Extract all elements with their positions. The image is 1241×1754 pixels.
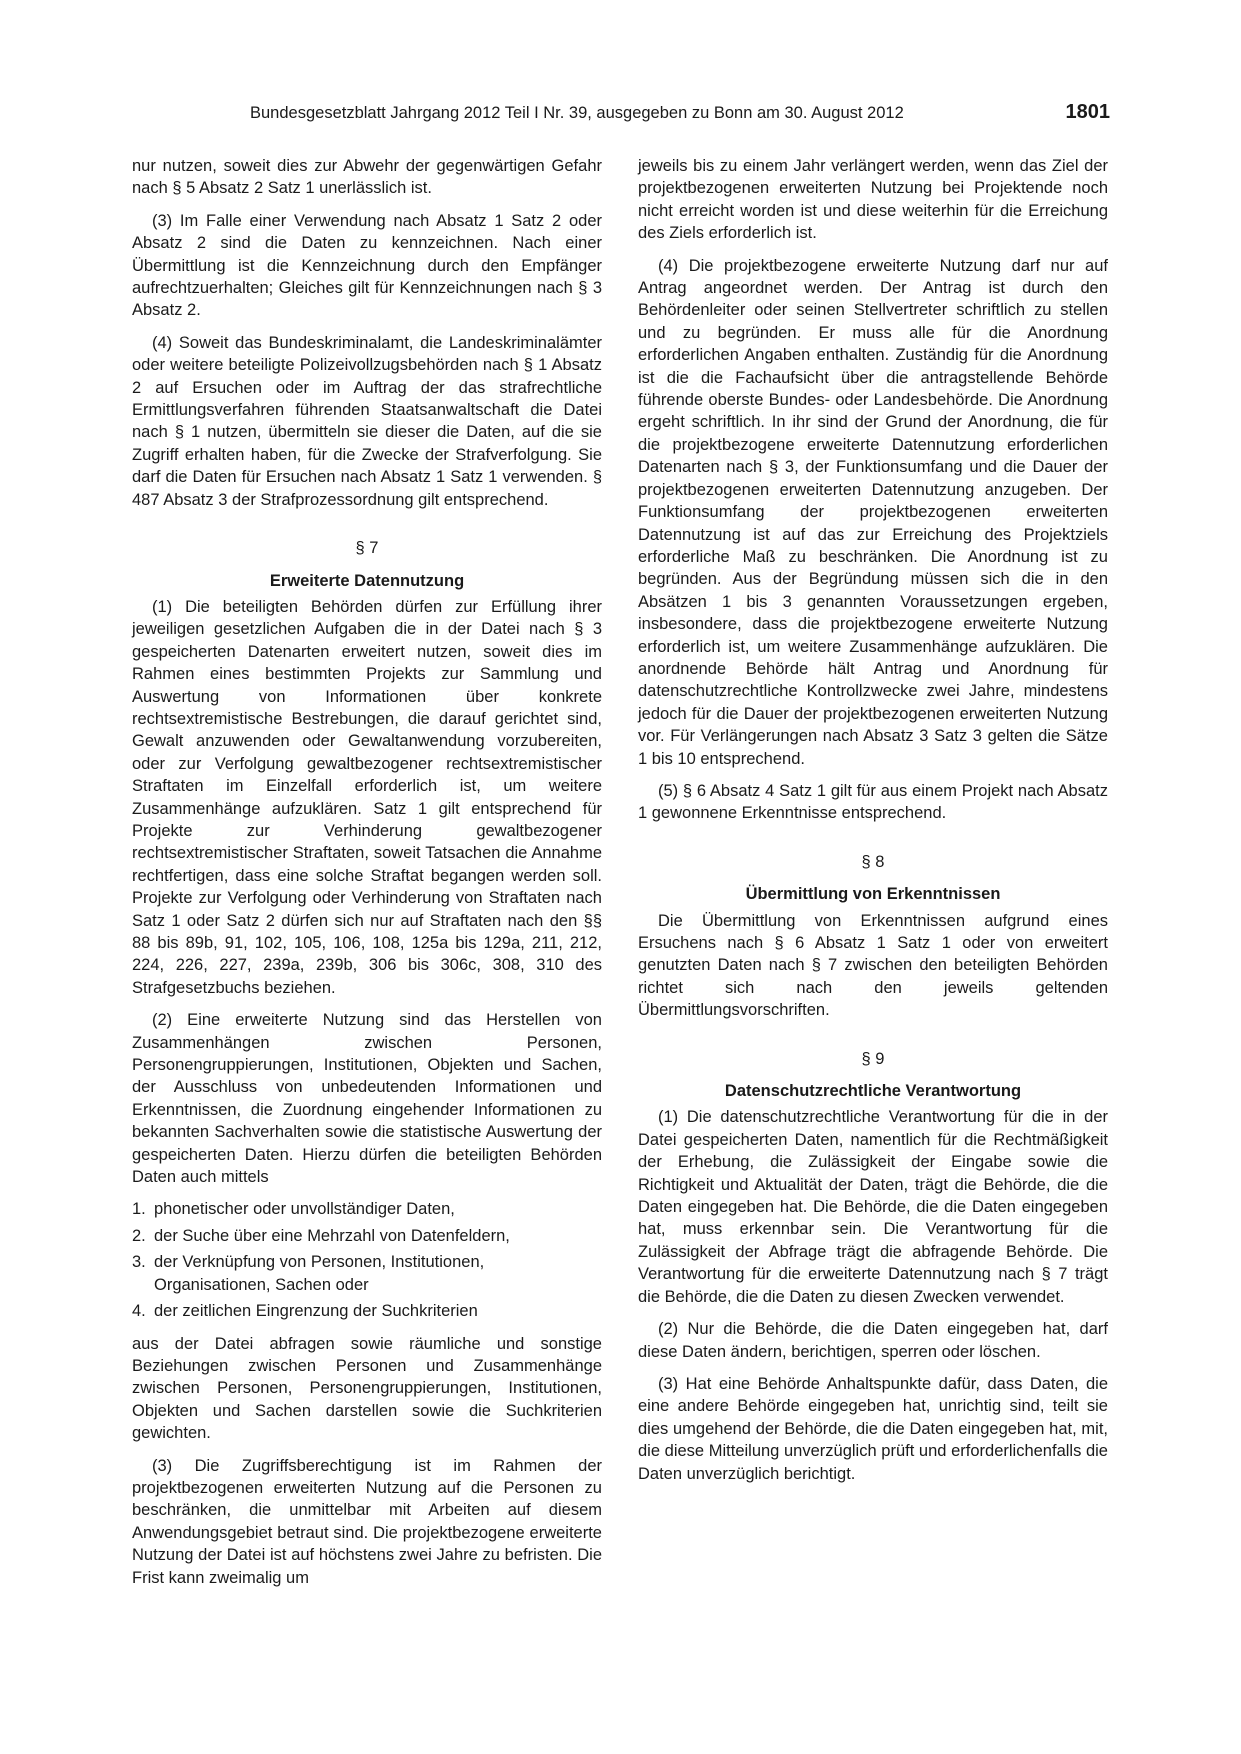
paragraph-s6-3: (3) Im Falle einer Verwendung nach Absatz 1 Satz 2 oder Absatz 2 sind die Daten zu kennzeichnen. Nach einer Übermittlung ist die Kennzeichnung durch den Empfänger aufrechtzuerhalten; Gleiches gilt für Kennzeichnungen nach § 3 Absatz 2. xyxy=(132,211,602,320)
paragraph-s9-2: (2) Nur die Behörde, die die Daten eingegeben hat, darf diese Daten ändern, berichtigen, sperren oder löschen. xyxy=(638,1320,1108,1361)
list-item-text: der zeitlichen Eingrenzung der Suchkriterien xyxy=(154,1302,478,1321)
section-number-7: § 7 xyxy=(355,539,379,558)
paragraph-s7-5: (5) § 6 Absatz 4 Satz 1 gilt für aus einem Projekt nach Absatz 1 gewonnene Erkenntnisse entsprechend. xyxy=(638,781,1108,823)
list-item-number: 4. xyxy=(132,1302,146,1321)
section-title-7: Erweiterte Datennutzung xyxy=(269,571,465,590)
section-title-8: Übermittlung von Erkenntnissen xyxy=(745,885,1001,904)
left-column xyxy=(132,155,602,1599)
section-number-8: § 8 xyxy=(861,852,885,871)
section-title-9: Datenschutzrechtliche Verantwortung xyxy=(724,1082,1022,1101)
paragraph-s8: Die Übermittlung von Erkenntnissen aufgrund eines Ersuchens nach § 6 Absatz 1 Satz 1 oder von erweitert genutzten Daten nach § 7 zwischen den beteiligten Behörden richtet sich nach den jeweils geltenden Übermittlungsvorschriften. xyxy=(638,911,1108,1020)
paragraph-s9-3: (3) Hat eine Behörde Anhaltspunkte dafür, dass Daten, die eine andere Behörde eingegeben hat, unrichtig sind, teilt sie dies umgehend der Behörde, die die Daten eingegeben hat, mit, die diese Mitteilung unverzüglich prüft und erforderlichenfalls die Daten unverzüglich berichtigt. xyxy=(638,1374,1108,1483)
paragraph-s7-4: (4) Die projektbezogene erweiterte Nutzung darf nur auf Antrag angeordnet werden. Der Antrag ist durch den Behördenleiter oder seinen Stellvertreter schriftlich zu stellen und zu begründen. Er muss alle für die Anordnung erforderlichen Angaben enthalten. Zuständig für die Anordnung ist die die Fachaufsicht über die antragstellende Behörde führende oberste Bundes- oder Landesbehörde. Die Anordnung ergeht schriftlich. In ihr sind der Grund der Anordnung, die für die projektbezogene erweiterte Datennutzung erforderlichen Datenarten nach § 3, der Funktionsumfang und die Dauer der projektbezogenen erweiterten Datennutzung anzugeben. Der Funktionsumfang der projektbezogenen erweiterten Datennutzung ist auf das zur Erreichung des Projektziels erforderliche Maß zu beschränken. Die Anordnung ist zu begründen. Aus der Begründung müssen sich die in den Absätzen 1 bis 3 genannten Voraussetzungen ergeben, insbesondere, dass die projektbezogene erweiterte Nutzung erforderlich ist, um weitere Zusammenhänge aufzuklären. Die anordnende Behörde hält Antrag und Anordnung für datenschutzrechtliche Kontrollzwecke zwei Jahre, mindestens jedoch für die Dauer der projektbezogenen erweiterten Nutzung vor. Für Verlängerungen nach Absatz 3 Satz 3 gelten die Sätze 1 bis 10 entsprechend. xyxy=(638,256,1108,768)
list-item-text: phonetischer oder unvollständiger Daten, xyxy=(154,1200,455,1219)
list-item xyxy=(132,1300,602,1322)
list-item xyxy=(132,1225,602,1247)
list-item-number: 1. xyxy=(132,1200,146,1219)
list-item-text: der Suche über eine Mehrzahl von Datenfeldern, xyxy=(154,1226,510,1245)
list-item-number: 2. xyxy=(132,1226,146,1245)
paragraph-s7-2: (2) Eine erweiterte Nutzung sind das Herstellen von Zusammenhängen zwischen Personen, Personengruppierungen, Institutionen, Objekten und Sachen, der Ausschluss von unbedeutenden Informationen und Erkenntnissen, die Zuordnung eingehender Informationen zu bekannten Sachverhalten sowie die statistische Auswertung der gespeicherten Daten. Hierzu dürfen die beteiligten Behörden Daten auch mittels xyxy=(132,1011,602,1187)
list-item xyxy=(132,1198,602,1220)
right-column xyxy=(638,155,1108,1495)
list-item-text: der Verknüpfung von Personen, Institutionen, Organisationen, Sachen oder xyxy=(154,1253,485,1294)
paragraph-s7-2-continuation: aus der Datei abfragen sowie räumliche und sonstige Beziehungen zwischen Personen und Zusammenhänge zwischen Personen, Personengruppierungen, Institutionen, Objekten und Sachen darstellen sowie die Suchkriterien gewichten. xyxy=(132,1334,602,1443)
page-number: 1801 xyxy=(1065,101,1110,123)
paragraph-s7-1: (1) Die beteiligten Behörden dürfen zur Erfüllung ihrer jeweiligen gesetzlichen Aufgaben die in der Datei nach § 3 gespeicherten Datenarten erweitert nutzen, soweit dies im Rahmen eines bestimmten Projekts zur Sammlung und Auswertung von Informationen über konkrete rechtsextremistische Bestrebungen, die darauf gerichtet sind, Gewalt anzuwenden oder Gewaltanwendung vorzubereiten, oder zur Verfolgung gewaltbezogener rechtsextremistischer Straftaten im Einzelfall erforderlich ist, um weitere Zusammenhänge aufzuklären. Satz 1 gilt entsprechend für Projekte zur Verhinderung gewaltbezogener rechtsextremistischer Straftaten, soweit Tatsachen die Annahme rechtfertigen, dass eine solche Straftat begangen werden soll. Projekte zur Verfolgung oder Verhinderung von Straftaten nach Satz 1 oder Satz 2 dürfen sich nur auf Straftaten nach den §§ 88 bis 89b, 91, 102, 105, 106, 108, 125a bis 129a, 211, 212, 224, 226, 227, 239a, 239b, 306 bis 306c, 308, 310 des Strafgesetzbuchs beziehen. xyxy=(132,597,602,997)
list-item-number: 3. xyxy=(132,1253,146,1272)
page-header xyxy=(132,101,1110,124)
section-number-9: § 9 xyxy=(861,1049,885,1068)
running-header: Bundesgesetzblatt Jahrgang 2012 Teil I Nr. 39, ausgegeben zu Bonn am 30. August 2012 xyxy=(250,104,904,122)
paragraph-continuation: nur nutzen, soweit dies zur Abwehr der gegenwärtigen Gefahr nach § 5 Absatz 2 Satz 1 unerlässlich ist. xyxy=(132,157,602,198)
list-item xyxy=(132,1251,602,1296)
paragraph-s7-3-continuation: jeweils bis zu einem Jahr verlängert werden, wenn das Ziel der projektbezogenen erweiterten Nutzung bei Projektende noch nicht erreicht worden ist und diese weiterhin für die Erreichung des Ziels erforderlich ist. xyxy=(638,157,1108,243)
enumerated-list xyxy=(132,1198,602,1322)
paragraph-s6-4: (4) Soweit das Bundeskriminalamt, die Landeskriminalämter oder weitere beteiligte Polizeivollzugsbehörden nach § 1 Absatz 2 auf Ersuchen oder im Auftrag der das strafrechtliche Ermittlungsverfahren führenden Staatsanwaltschaft die Datei nach § 1 nutzen, übermitteln sie dieser die Daten, auf die sie Zugriff erhalten haben, für die Zwecke der Strafverfolgung. Sie darf die Daten für Ersuchen nach Absatz 1 Satz 1 verwenden. § 487 Absatz 3 der Strafprozessordnung gilt entsprechend. xyxy=(132,333,602,509)
paragraph-s7-3: (3) Die Zugriffsberechtigung ist im Rahmen der projektbezogenen erweiterten Nutzung auf die Personen zu beschränken, die unmittelbar mit Arbeiten auf diesem Anwendungsgebiet betraut sind. Die projektbezogene erweiterte Nutzung der Datei ist auf höchstens zwei Jahre zu befristen. Die Frist kann zweimalig um xyxy=(132,1456,602,1587)
paragraph-s9-1: (1) Die datenschutzrechtliche Verantwortung für die in der Datei gespeicherten Daten, namentlich für die Rechtmäßigkeit der Erhebung, die Zulässigkeit der Eingabe sowie die Richtigkeit und Aktualität der Daten, trägt die Behörde, die die Daten eingegeben hat. Die Behörde, die die Daten eingegeben hat, muss erkennbar sein. Die Verantwortung für die Zulässigkeit der Abfrage trägt die abfragende Behörde. Die Verantwortung für die erweiterte Datennutzung nach § 7 trägt die Behörde, die die Daten zu diesen Zwecken verwendet. xyxy=(638,1108,1108,1306)
